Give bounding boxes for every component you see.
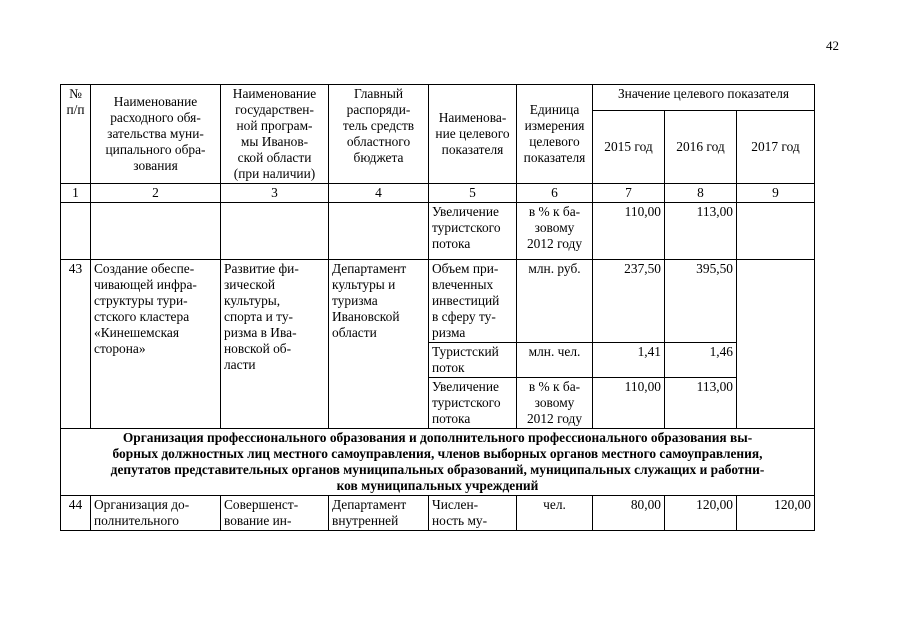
column-number: 4 xyxy=(329,184,429,203)
column-number: 6 xyxy=(517,184,593,203)
header-program: Наименование государствен- ной програм- мы Иванов- ской области (при наличии) xyxy=(221,85,329,184)
program-cell: Совершенст- вование ин- xyxy=(221,496,329,531)
value-2016-cell: 113,00 xyxy=(665,203,737,260)
column-number: 7 xyxy=(593,184,665,203)
column-number: 9 xyxy=(737,184,815,203)
value-2015-cell: 237,50 xyxy=(593,260,665,343)
indicators-table xyxy=(60,84,815,531)
column-number: 1 xyxy=(61,184,91,203)
row-number: 43 xyxy=(61,260,91,429)
value-2015-cell: 110,00 xyxy=(593,378,665,429)
row-number: 44 xyxy=(61,496,91,531)
column-number: 3 xyxy=(221,184,329,203)
header-indicator: Наименова- ние целевого показателя xyxy=(429,85,517,184)
unit-cell: млн. чел. xyxy=(517,343,593,378)
table-row-continuation xyxy=(61,203,815,260)
column-numbers-row xyxy=(61,184,815,203)
indicator-cell: Увеличение туристского потока xyxy=(429,203,517,260)
value-2015-cell: 80,00 xyxy=(593,496,665,531)
value-2017-cell: 120,00 xyxy=(737,496,815,531)
indicator-cell: Туристский поток xyxy=(429,343,517,378)
column-number: 2 xyxy=(91,184,221,203)
value-2016-cell: 1,46 xyxy=(665,343,737,378)
header-year-2017: 2017 год xyxy=(737,111,815,184)
indicator-cell: Увеличение туристского потока xyxy=(429,378,517,429)
header-manager: Главный распоряди- тель средств областного бюджета xyxy=(329,85,429,184)
unit-cell: чел. xyxy=(517,496,593,531)
unit-cell: в % к ба- зовому 2012 году xyxy=(517,378,593,429)
indicator-cell: Объем при- влеченных инвестиций в сферу ту- ризма xyxy=(429,260,517,343)
header-obligation: Наименование расходного обя- зательства муни- ципального обра- зования xyxy=(91,85,221,184)
manager-cell: Департамент внутренней xyxy=(329,496,429,531)
obligation-cell: Организация до- полнительного xyxy=(91,496,221,531)
header-target-value: Значение целевого показателя xyxy=(593,85,815,111)
table-row-43 xyxy=(61,260,815,343)
section-header-row xyxy=(61,429,815,496)
value-2016-cell: 120,00 xyxy=(665,496,737,531)
value-2016-cell: 395,50 xyxy=(665,260,737,343)
page-number: 42 xyxy=(826,38,839,53)
value-2016-cell: 113,00 xyxy=(665,378,737,429)
unit-cell: млн. руб. xyxy=(517,260,593,343)
manager-cell: Департамент культуры и туризма Ивановской области xyxy=(329,260,429,429)
header-num: № п/п xyxy=(61,85,91,184)
program-cell: Развитие фи- зической культуры, спорта и ту- ризма в Ива- новской об- ласти xyxy=(221,260,329,429)
section-title: Организация профессионального образования и дополнительного профессионального образования вы- борных должностных лиц местного самоуправления, членов выборных органов местного самоуправления, депутатов представительных органов муниципальных образований, муниципальных служащих и работни- ков муниципальных учреждений xyxy=(61,429,815,496)
column-number: 8 xyxy=(665,184,737,203)
table-row-44 xyxy=(61,496,815,531)
obligation-cell: Создание обеспе- чивающей инфра- структуры тури- стского кластера «Кинешемская сторона» xyxy=(91,260,221,429)
header-unit: Единица измерения целевого показателя xyxy=(517,85,593,184)
header-row xyxy=(61,85,815,111)
column-number: 5 xyxy=(429,184,517,203)
header-year-2016: 2016 год xyxy=(665,111,737,184)
value-2015-cell: 1,41 xyxy=(593,343,665,378)
unit-cell: в % к ба- зовому 2012 году xyxy=(517,203,593,260)
header-year-2015: 2015 год xyxy=(593,111,665,184)
value-2015-cell: 110,00 xyxy=(593,203,665,260)
indicator-cell: Числен- ность му- xyxy=(429,496,517,531)
